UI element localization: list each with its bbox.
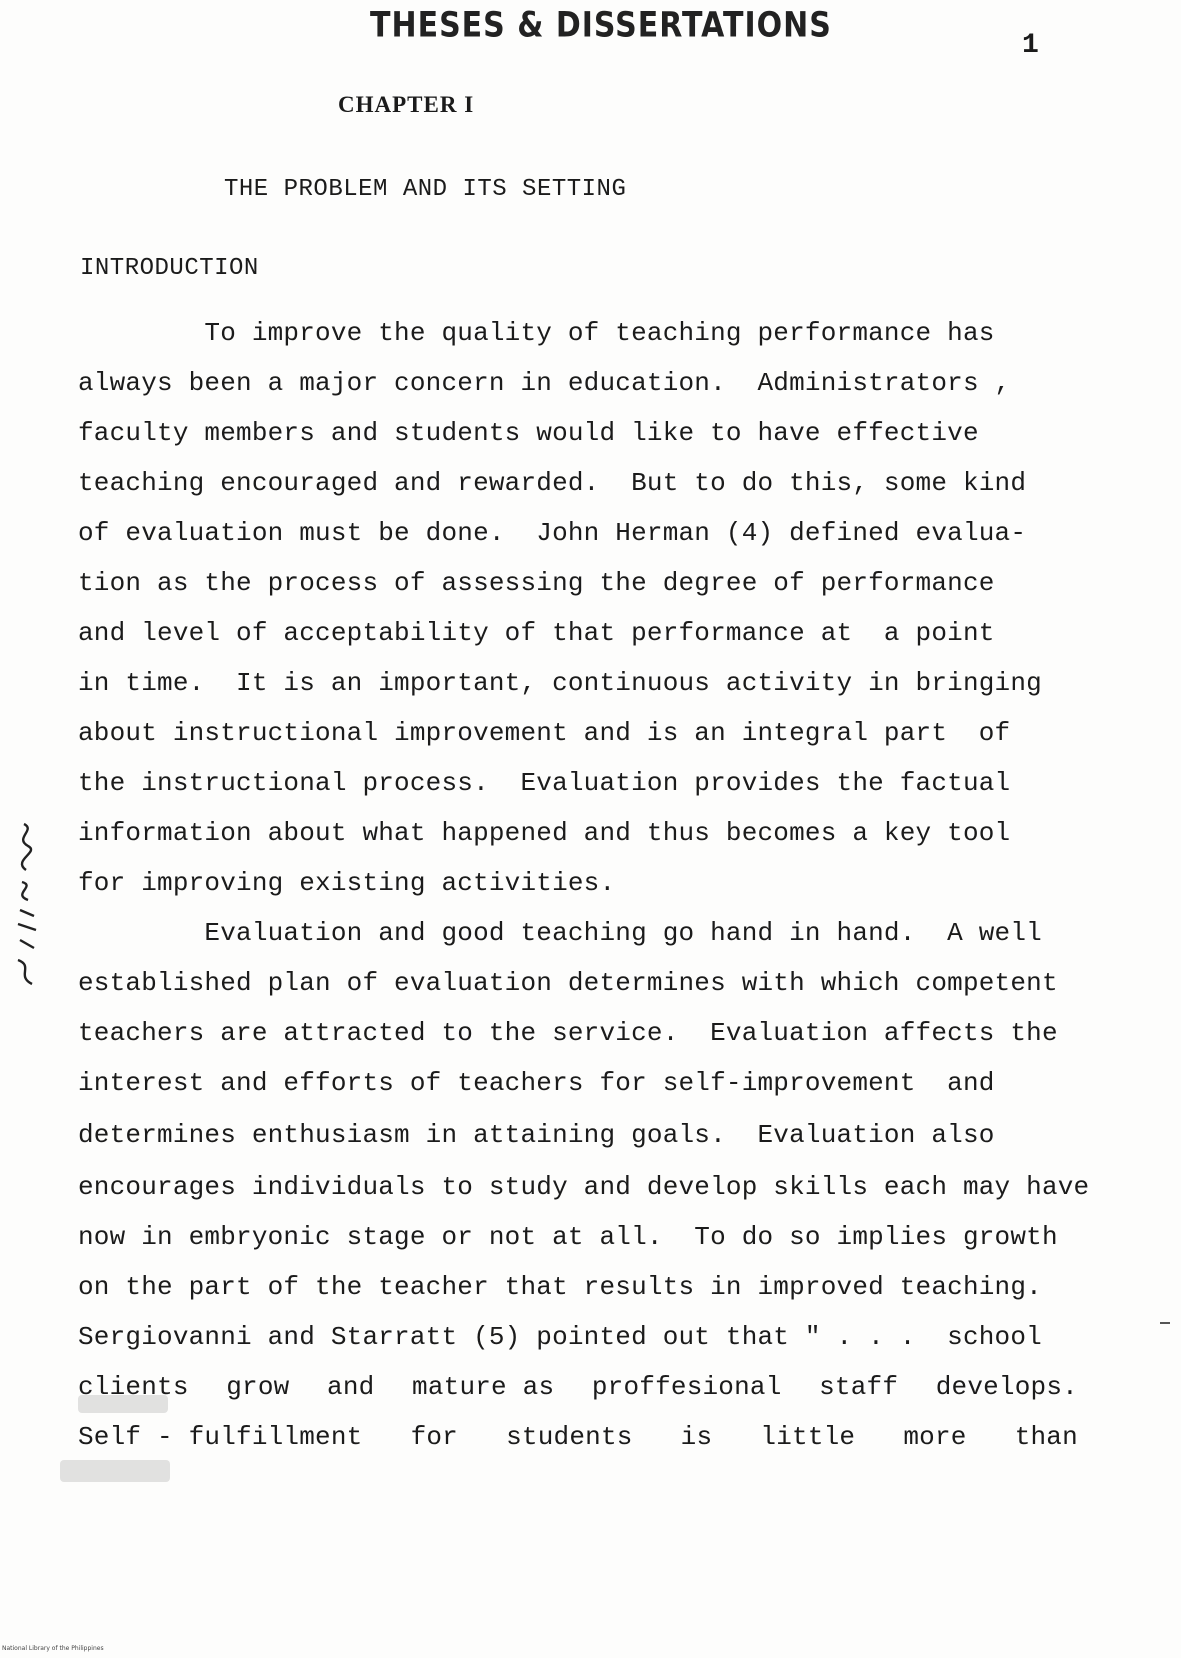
word: grow bbox=[226, 1372, 290, 1402]
word: develops. bbox=[935, 1372, 1078, 1402]
text-line: teachers are attracted to the service. Evaluation affects the bbox=[78, 1018, 1058, 1048]
text-line: To improve the quality of teaching performance has bbox=[78, 318, 995, 348]
word: is bbox=[680, 1422, 713, 1452]
word: proffesional bbox=[591, 1372, 782, 1402]
text-line: of evaluation must be done. John Herman (4) defined evalua- bbox=[78, 518, 1027, 548]
text-line: interest and efforts of teachers for self-improvement and bbox=[78, 1068, 995, 1098]
text-line: Evaluation and good teaching go hand in hand. A well bbox=[78, 918, 1042, 948]
word: more bbox=[903, 1422, 967, 1452]
text-line: on the part of the teacher that results in improved teaching. bbox=[78, 1272, 1042, 1302]
word: mature as bbox=[412, 1372, 555, 1402]
text-line: the instructional process. Evaluation provides the factual bbox=[78, 768, 1011, 798]
text-line: always been a major concern in education. Administrators , bbox=[78, 368, 1011, 398]
word: and bbox=[327, 1372, 375, 1402]
text-line: encourages individuals to study and develop skills each may have bbox=[78, 1172, 1090, 1202]
text-line: and level of acceptability of that performance at a point bbox=[78, 618, 995, 648]
text-line: Sergiovanni and Starratt (5) pointed out that " . . . school bbox=[78, 1322, 1042, 1352]
word: than bbox=[1014, 1422, 1078, 1452]
text-line: information about what happened and thus becomes a key tool bbox=[78, 818, 1011, 848]
text-line: about instructional improvement and is an integral part of bbox=[78, 718, 1011, 748]
handwritten-margin-note bbox=[6, 820, 46, 990]
word: staff bbox=[819, 1372, 899, 1402]
scan-smudge bbox=[78, 1395, 168, 1413]
scan-mark bbox=[1160, 1322, 1170, 1324]
chapter-title: THE PROBLEM AND ITS SETTING bbox=[224, 176, 627, 203]
scan-smudge bbox=[60, 1460, 170, 1482]
section-heading: INTRODUCTION bbox=[80, 255, 259, 282]
word: little bbox=[760, 1422, 856, 1452]
text-line: tion as the process of assessing the degree of performance bbox=[78, 568, 995, 598]
word: Self - fulfillment bbox=[78, 1422, 363, 1452]
footer-library-credit: National Library of the Philippines bbox=[2, 1645, 104, 1652]
word: clients bbox=[78, 1372, 189, 1402]
text-line: established plan of evaluation determines with which competent bbox=[78, 968, 1058, 998]
text-line: determines enthusiasm in attaining goals. Evaluation also bbox=[78, 1120, 995, 1150]
text-line bbox=[78, 1422, 1078, 1452]
page-number: 1 bbox=[1022, 30, 1039, 61]
text-line: teaching encouraged and rewarded. But to do this, some kind bbox=[78, 468, 1027, 498]
text-line: for improving existing activities. bbox=[78, 868, 616, 898]
chapter-heading: CHAPTER I bbox=[338, 92, 475, 117]
text-line: now in embryonic stage or not at all. To do so implies growth bbox=[78, 1222, 1058, 1252]
word: for bbox=[410, 1422, 458, 1452]
text-line bbox=[78, 1372, 1078, 1402]
word: students bbox=[506, 1422, 633, 1452]
theses-stamp: THESES & DISSERTATIONS bbox=[370, 5, 832, 46]
text-line: in time. It is an important, continuous activity in bringing bbox=[78, 668, 1042, 698]
text-line: faculty members and students would like to have effective bbox=[78, 418, 979, 448]
